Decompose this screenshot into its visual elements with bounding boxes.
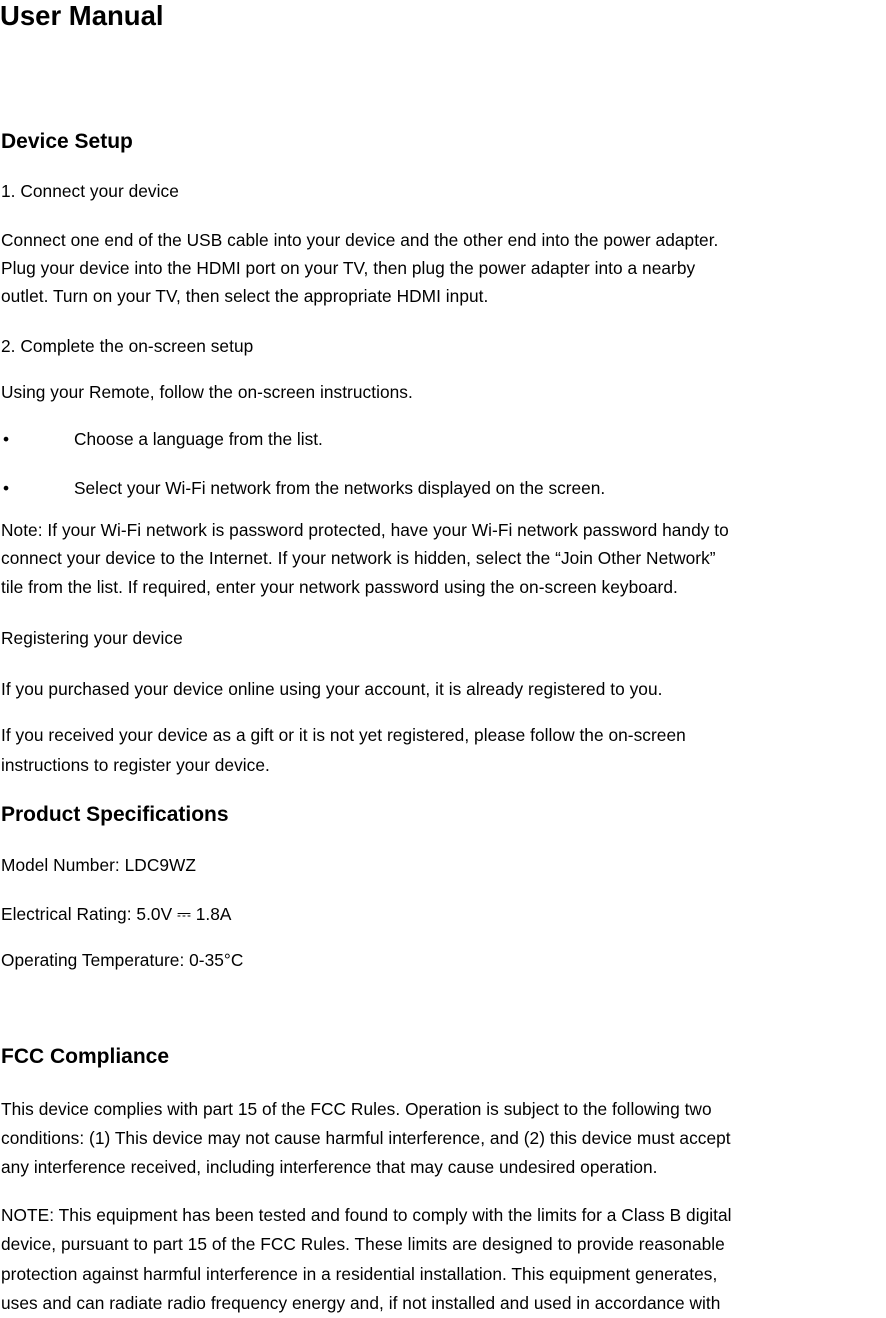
paragraph-line: NOTE: This equipment has been tested and found to comply with the limits for a Class B digital <box>1 1205 732 1225</box>
step1-title: 1. Connect your device <box>1 181 179 201</box>
note-line: tile from the list. If required, enter your network password using the on-screen keyboard. <box>1 577 678 597</box>
paragraph-line: Plug your device into the HDMI port on your TV, then plug the power adapter into a nearby <box>1 258 696 278</box>
spec-electrical-rating: Electrical Rating: 5.0V ⎓ 1.8A <box>1 904 232 924</box>
note-line: connect your device to the Internet. If your network is hidden, select the “Join Other Network” <box>1 548 716 568</box>
paragraph-line: This device complies with part 15 of the FCC Rules. Operation is subject to the following two <box>1 1099 712 1119</box>
registering-title: Registering your device <box>1 628 183 648</box>
paragraph-line: Connect one end of the USB cable into your device and the other end into the power adapter. <box>1 230 719 250</box>
bullet-mark: • <box>3 429 10 449</box>
bullet-mark: • <box>3 478 10 498</box>
paragraph-line: instructions to register your device. <box>1 755 270 775</box>
paragraph-line: device, pursuant to part 15 of the FCC Rules. These limits are designed to provide reasonable <box>1 1234 725 1254</box>
paragraph-line: any interference received, including interference that may cause undesired operation. <box>1 1157 658 1177</box>
step2-title: 2. Complete the on-screen setup <box>1 336 254 356</box>
section-heading-device-setup: Device Setup <box>1 130 133 153</box>
list-item: Select your Wi-Fi network from the networks displayed on the screen. <box>74 478 606 498</box>
section-heading-product-specifications: Product Specifications <box>1 803 229 826</box>
note-line: Note: If your Wi-Fi network is password protected, have your Wi-Fi network password handy to <box>1 520 729 540</box>
paragraph-line: outlet. Turn on your TV, then select the appropriate HDMI input. <box>1 286 489 306</box>
list-item: Choose a language from the list. <box>74 429 323 449</box>
step2-intro: Using your Remote, follow the on-screen instructions. <box>1 382 413 402</box>
paragraph-line: uses and can radiate radio frequency energy and, if not installed and used in accordance with <box>1 1293 721 1313</box>
spec-operating-temperature: Operating Temperature: 0-35°C <box>1 950 244 970</box>
paragraph-line: If you purchased your device online using your account, it is already registered to you. <box>1 679 663 699</box>
section-heading-fcc-compliance: FCC Compliance <box>1 1045 170 1068</box>
spec-model-number: Model Number: LDC9WZ <box>1 855 196 875</box>
paragraph-line: protection against harmful interference in a residential installation. This equipment generates, <box>1 1264 718 1284</box>
paragraph-line: conditions: (1) This device may not cause harmful interference, and (2) this device must accept <box>1 1128 731 1148</box>
page-title: User Manual <box>0 0 164 31</box>
paragraph-line: If you received your device as a gift or it is not yet registered, please follow the on-screen <box>1 725 686 745</box>
